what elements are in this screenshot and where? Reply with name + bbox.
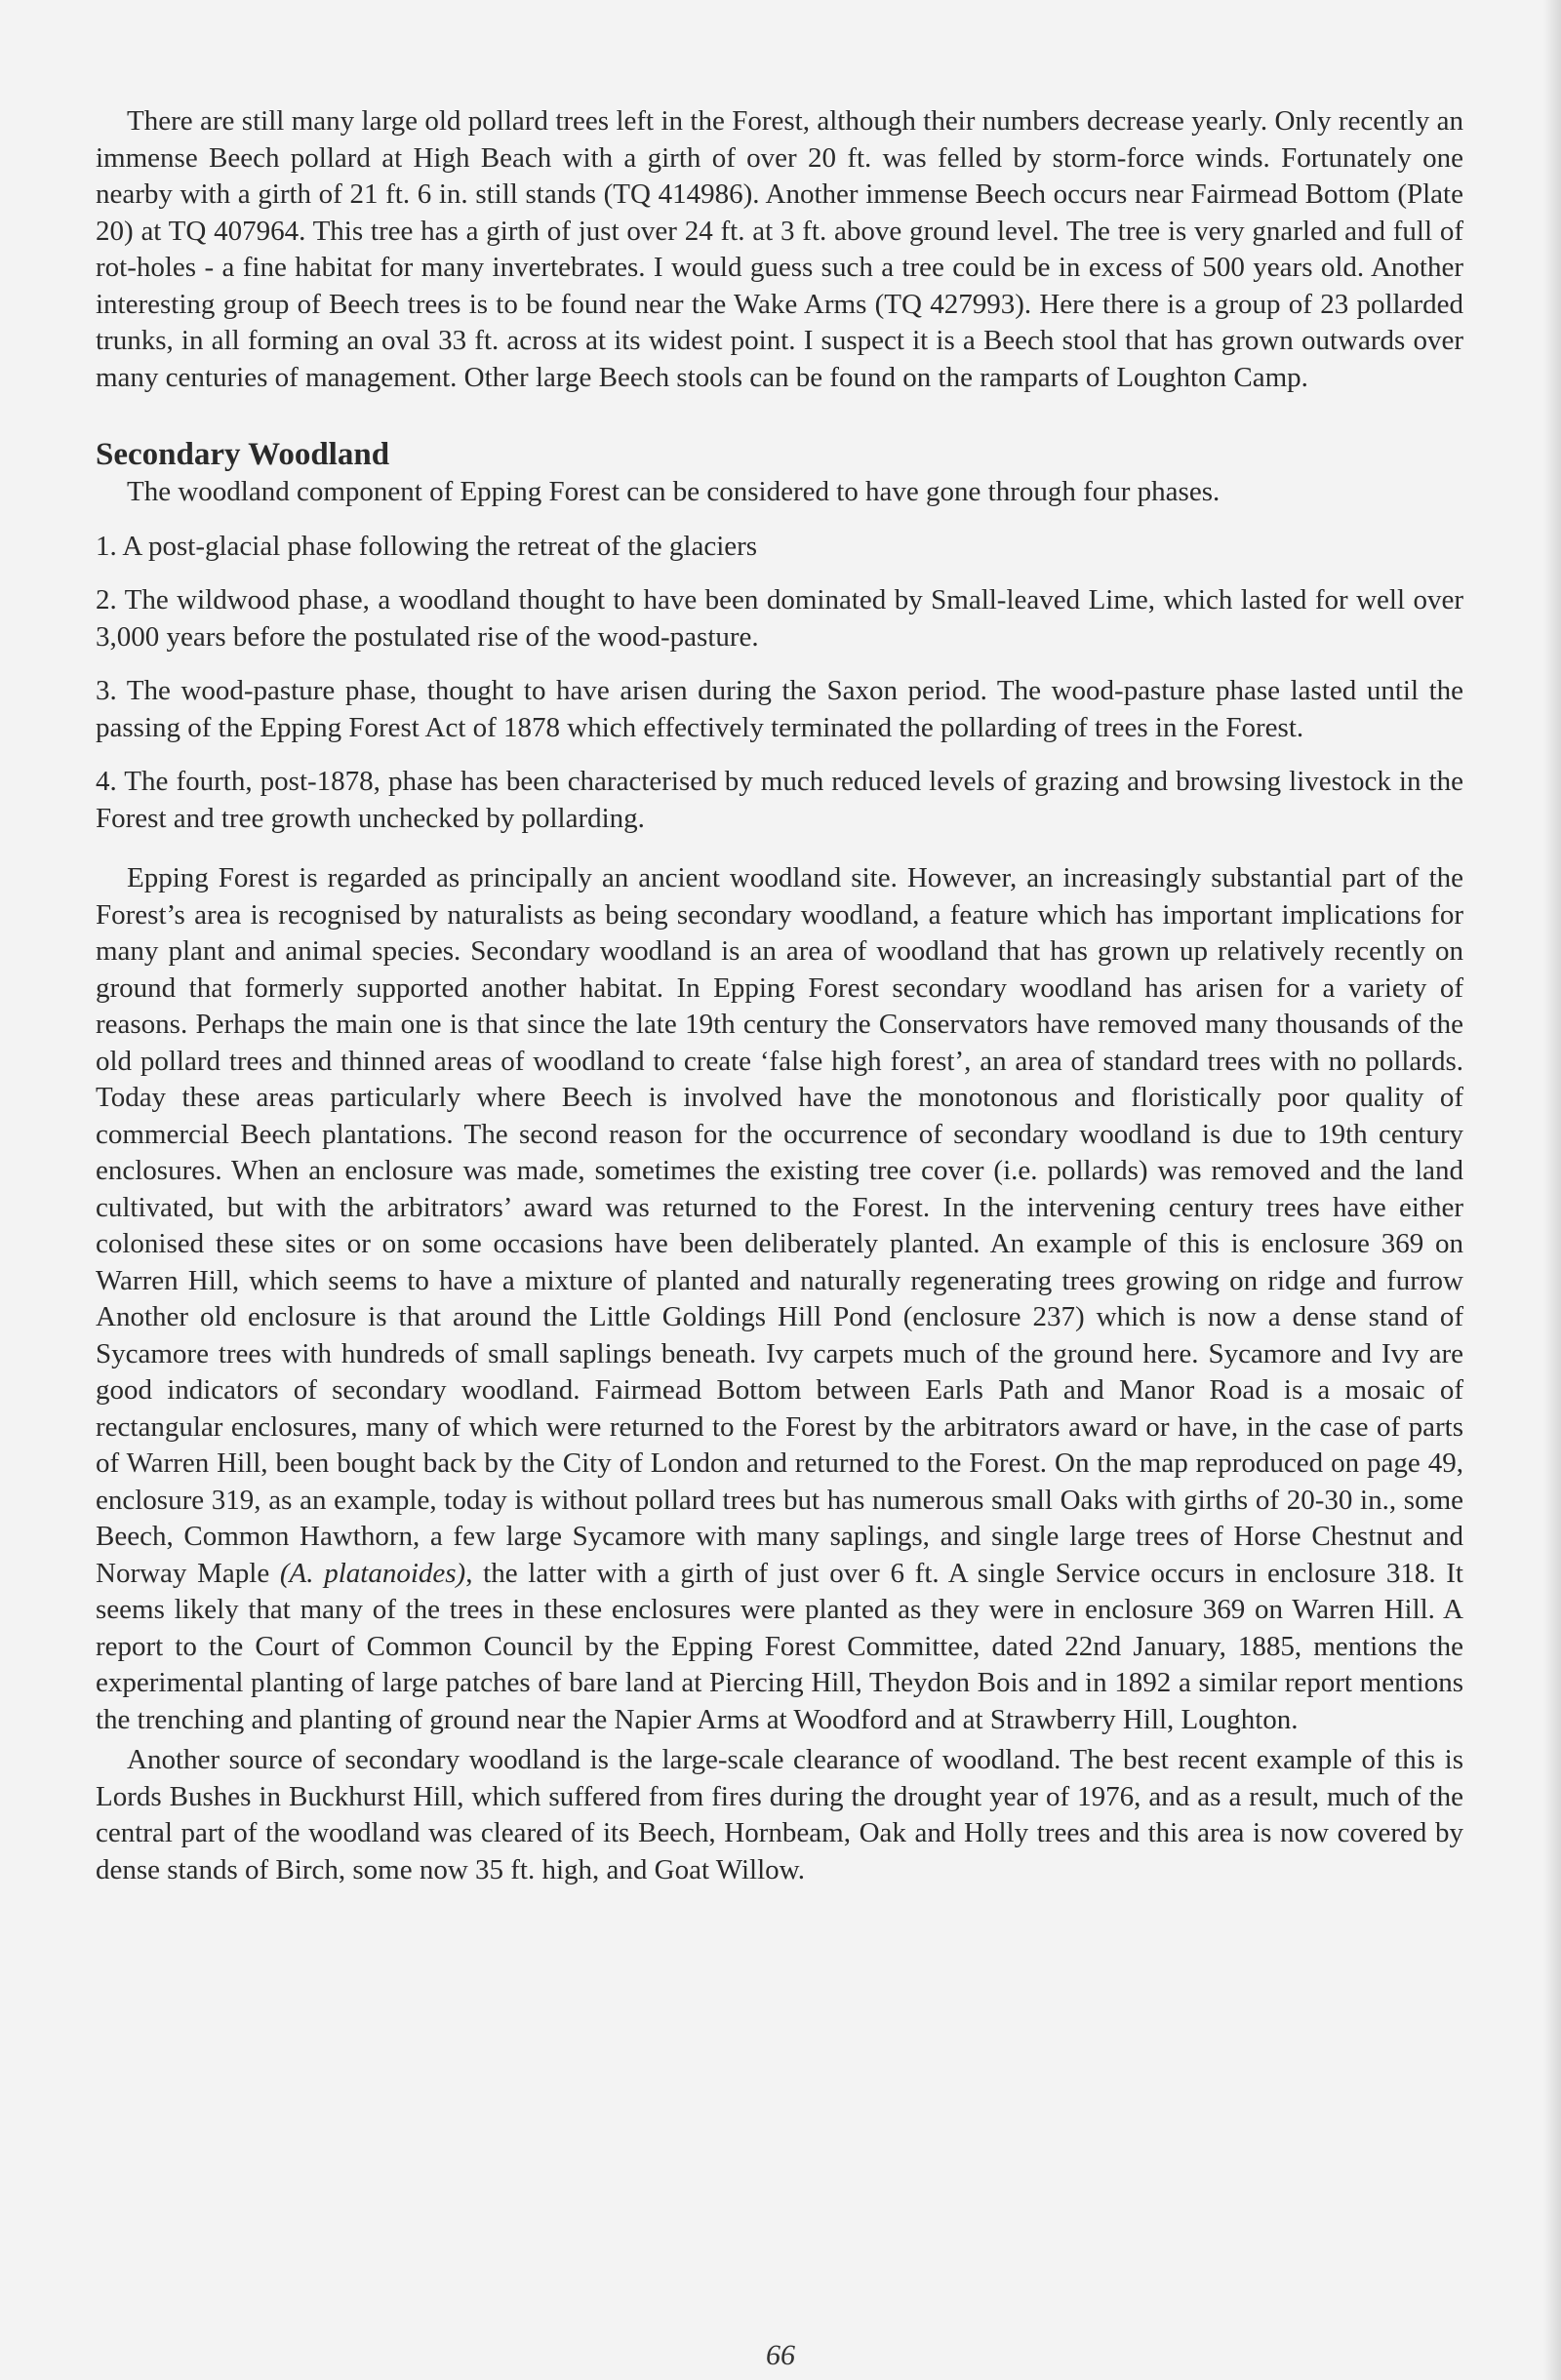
page-body — [96, 103, 1463, 1888]
paragraph-secondary-woodland — [96, 860, 1463, 1738]
paragraph-secondary-text-a: Epping Forest is regarded as principally an ancient woodland site. However, an increasingly substantial part of the Forest’s area is recognised by naturalists as being secondary woodland, a feature which has important implications for many plant and animal species. Secondary woodland is an area of woodland that has grown up relatively recently on ground that formerly supported another habitat. In Epping Forest secondary woodland has arisen for a variety of reasons. Perhaps the main one is that since the late 19th century the Conservators have removed many thousands of the old pollard trees and thinned areas of woodland to create ‘false high forest’, an area of standard trees with no pollards. Today these areas particularly where Beech is involved have the monotonous and floristically poor quality of commercial Beech plantations. The second reason for the occurrence of secondary woodland is due to 19th century enclosures. When an enclosure was made, sometimes the existing tree cover (i.e. pollards) was removed and the land cultivated, but with the arbitrators’ award was returned to the Forest. In the intervening century trees have either colonised these sites or on some occasions have been deliberately planted. An example of this is enclosure 369 on Warren Hill, which seems to have a mixture of planted and naturally regenerating trees growing on ridge and furrow Another old enclosure is that around the Little Goldings Hill Pond (enclosure 237) which is now a dense stand of Sycamore trees with hundreds of small saplings beneath. Ivy carpets much of the ground here. Sycamore and Ivy are good indicators of secondary woodland. Fairmead Bottom between Earls Path and Manor Road is a mosaic of rectangular enclosures, many of which were returned to the Forest by the arbitrators award or have, in the case of parts of Warren Hill, been bought back by the City of London and returned to the Forest. On the map reproduced on page 49, enclosure 319, as an example, today is without pollard trees but has numerous small Oaks with girths of 20-30 in., some Beech, Common Hawthorn, a few large Sycamore with many saplings, and single large trees of Horse Chestnut and Norway Maple — [96, 862, 1463, 1589]
species-italic-name: (A. platanoides) — [279, 1557, 466, 1589]
page-edge-shadow — [1543, 0, 1561, 2380]
page-number: 66 — [766, 2339, 795, 2371]
phase-item-4: 4. The fourth, post-1878, phase has been characterised by much reduced levels of grazing and browsing livestock in the Forest and tree growth unchecked by pollarding. — [96, 766, 1463, 834]
phase-item-2: 2. The wildwood phase, a woodland thought to have been dominated by Small-leaved Lime, which lasted for well over 3,000 years before the postulated rise of the wood-pasture. — [96, 584, 1463, 653]
paragraph-clearance: Another source of secondary woodland is the large-scale clearance of woodland. The best recent example of this is Lords Bushes in Buckhurst Hill, which suffered from fires during the drought year of 1976, and as a result, much of the central part of the woodland was cleared of its Beech, Hornbeam, Oak and Holly trees and this area is now covered by dense stands of Birch, some now 35 ft. high, and Goat Willow. — [96, 1744, 1463, 1885]
section-heading: Secondary Woodland — [96, 437, 390, 472]
phase-item-3: 3. The wood-pasture phase, thought to have arisen during the Saxon period. The wood-pasture phase lasted until the passing of the Epping Forest Act of 1878 which effectively terminated the pollarding of trees in the Forest. — [96, 675, 1463, 743]
paragraph-pollards: There are still many large old pollard trees left in the Forest, although their numbers decrease yearly. Only recently an immense Beech pollard at High Beach with a girth of over 20 ft. was felled by storm-force winds. Fortunately one nearby with a girth of 21 ft. 6 in. still stands (TQ 414986). Another immense Beech occurs near Fairmead Bottom (Plate 20) at TQ 407964. This tree has a girth of just over 24 ft. at 3 ft. above ground level. The tree is very gnarled and full of rot-holes - a fine habitat for many invertebrates. I would guess such a tree could be in excess of 500 years old. Another interesting group of Beech trees is to be found near the Wake Arms (TQ 427993). Here there is a group of 23 pollarded trunks, in all forming an oval 33 ft. across at its widest point. I suspect it is a Beech stool that has grown outwards over many centuries of management. Other large Beech stools can be found on the ramparts of Loughton Camp. — [96, 105, 1463, 393]
phase-item-1: 1. A post-glacial phase following the retreat of the glaciers — [96, 530, 758, 562]
section-intro: The woodland component of Epping Forest can be considered to have gone through four phases. — [127, 476, 1221, 507]
paragraph-secondary-text-b: , the latter with a girth of just over 6 ft. A single Service occurs in enclosure 318. It seems likely that many of the trees in these enclosures were planted as they were in enclosure 369 on Warren Hill. A report to the Court of Common Council by the Epping Forest Committee, dated 22nd January, 1885, mentions the experimental planting of large patches of bare land at Piercing Hill, Theydon Bois and in 1892 a similar report mentions the trenching and planting of ground near the Napier Arms at Woodford and at Strawberry Hill, Loughton. — [96, 1557, 1463, 1735]
